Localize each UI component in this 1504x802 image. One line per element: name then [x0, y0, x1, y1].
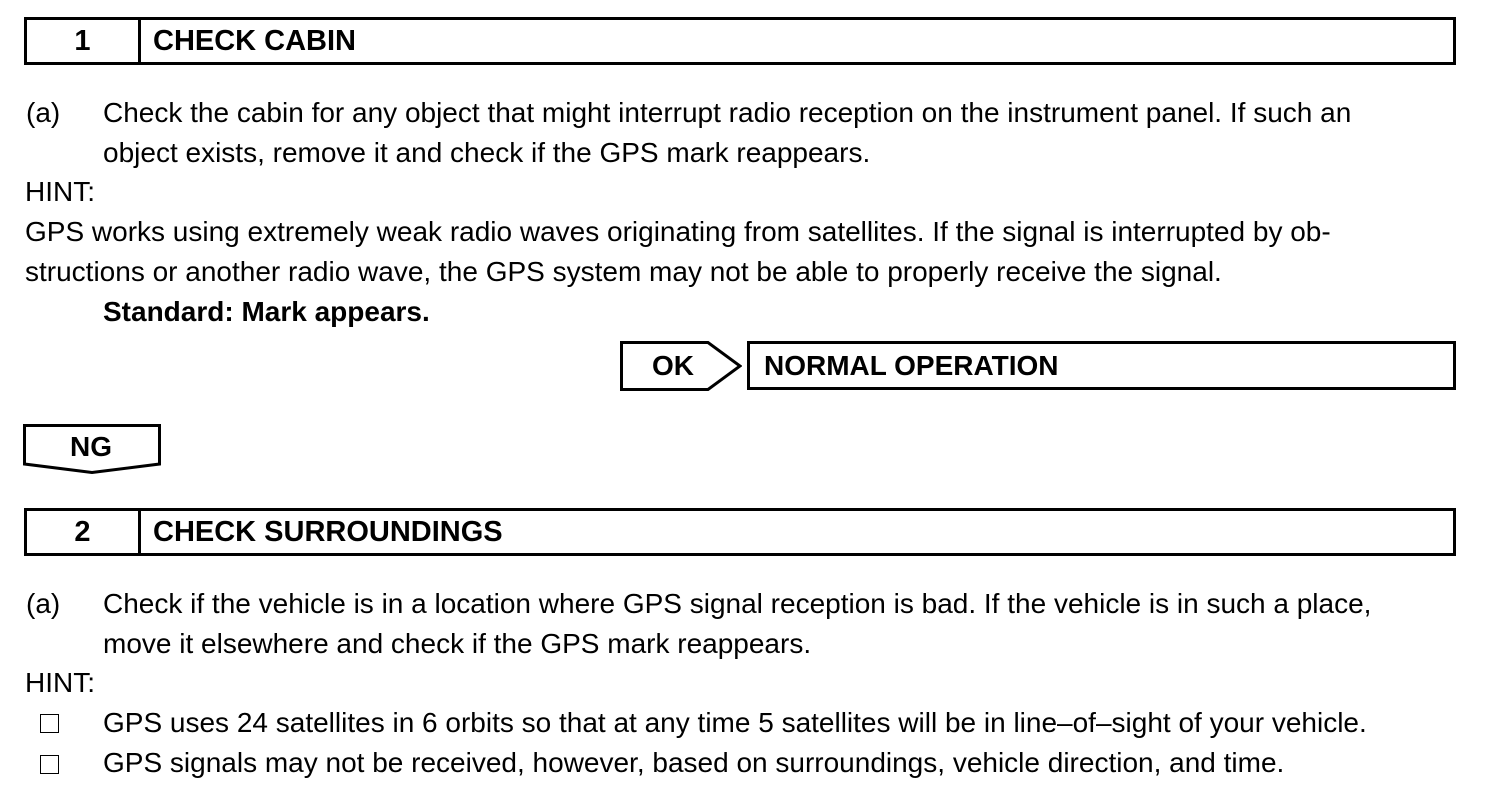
ng-tag-label: NG — [70, 431, 112, 462]
normal-operation-box: NORMAL OPERATION — [747, 341, 1456, 390]
bullet-box-icon — [40, 755, 59, 774]
bullet-box-icon — [40, 714, 59, 733]
ok-tag-label: OK — [652, 350, 694, 381]
step-1-item-line-1: Check the cabin for any object that might interrupt radio reception on the instrument panel. If such an — [103, 97, 1352, 128]
step-2-bullet-1: GPS uses 24 satellites in 6 orbits so that at any time 5 satellites will be in line–of–sight of your vehicle. — [103, 707, 1367, 738]
step-2-item-label: (a) — [26, 588, 61, 619]
step-2-header — [24, 508, 1456, 556]
step-1-number: 1 — [27, 20, 141, 62]
step-2-bullet-2: GPS signals may not be received, however, based on surroundings, vehicle direction, and time. — [103, 747, 1285, 778]
step-2-item-line-1: Check if the vehicle is in a location where GPS signal reception is bad. If the vehicle is in such a place, — [103, 588, 1372, 619]
step-1-header — [24, 17, 1456, 65]
step-1-item-line-2: object exists, remove it and check if the GPS mark reappears. — [103, 137, 871, 168]
step-1-standard: Standard: Mark appears. — [103, 296, 430, 327]
step-2-item-line-2: move it elsewhere and check if the GPS mark reappears. — [103, 628, 812, 659]
step-1-title: CHECK CABIN — [153, 24, 356, 57]
step-2-title: CHECK SURROUNDINGS — [153, 515, 503, 548]
step-2-number: 2 — [27, 511, 141, 553]
step-1-hint-label: HINT: — [25, 176, 95, 207]
step-2-hint-label: HINT: — [25, 667, 95, 698]
step-1-hint-line-1: GPS works using extremely weak radio waves originating from satellites. If the signal is interrupted by ob- — [25, 216, 1331, 247]
step-1-hint-line-2: structions or another radio wave, the GPS system may not be able to properly receive the signal. — [25, 256, 1222, 287]
step-1-item-label: (a) — [26, 97, 61, 128]
